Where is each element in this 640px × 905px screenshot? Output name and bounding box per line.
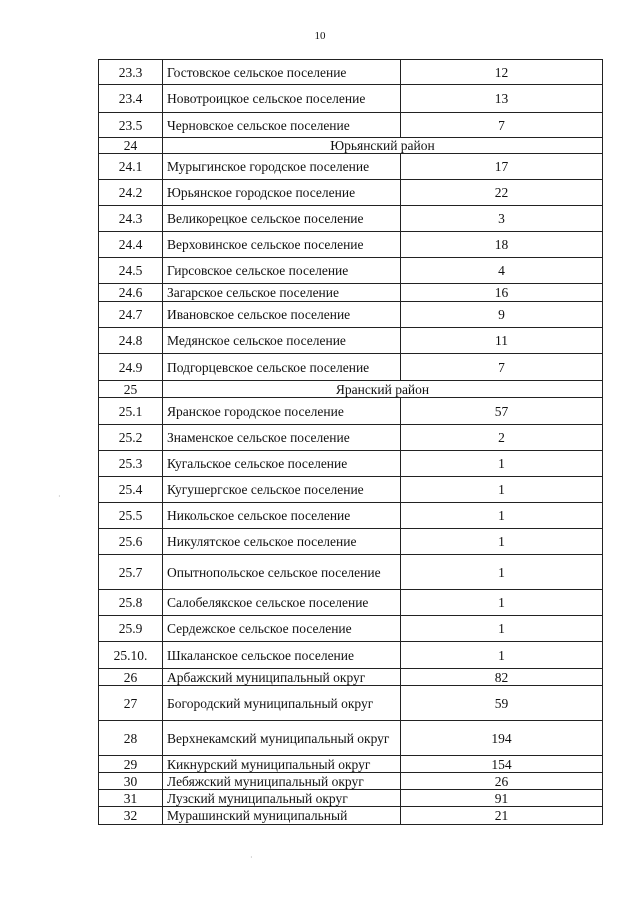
- row-number: 24.4: [99, 232, 163, 258]
- table-row: [99, 503, 603, 529]
- settlement-value: 11: [401, 328, 603, 354]
- row-number: 25.8: [99, 590, 163, 616]
- table-row: [99, 721, 603, 756]
- row-number: 25.3: [99, 451, 163, 477]
- table-row: [99, 425, 603, 451]
- table-row: [99, 477, 603, 503]
- row-number: 25: [99, 381, 163, 398]
- settlement-name: Салобелякское сельское поселение: [163, 590, 401, 616]
- settlement-value: 1: [401, 590, 603, 616]
- settlement-name: Подгорцевское сельское поселение: [163, 354, 401, 381]
- table-row: [99, 669, 603, 686]
- table-row: [99, 686, 603, 721]
- settlement-value: 1: [401, 642, 603, 669]
- table-row: [99, 328, 603, 354]
- table-row: [99, 773, 603, 790]
- settlement-name: Великорецкое сельское поселение: [163, 206, 401, 232]
- settlement-value: 7: [401, 113, 603, 138]
- table-row: [99, 302, 603, 328]
- row-number: 30: [99, 773, 163, 790]
- row-number: 25.5: [99, 503, 163, 529]
- settlement-name: Черновское сельское поселение: [163, 113, 401, 138]
- settlement-value: 82: [401, 669, 603, 686]
- district-heading: Яранский район: [163, 381, 603, 398]
- table-row: [99, 232, 603, 258]
- settlement-value: 57: [401, 398, 603, 425]
- row-number: 31: [99, 790, 163, 807]
- row-number: 24.7: [99, 302, 163, 328]
- settlement-name: Никулятское сельское поселение: [163, 529, 401, 555]
- settlement-value: 1: [401, 616, 603, 642]
- settlement-name: Лузский муниципальный округ: [163, 790, 401, 807]
- table-row: [99, 206, 603, 232]
- table-row: [99, 258, 603, 284]
- settlement-name: Кугальское сельское поселение: [163, 451, 401, 477]
- row-number: 24.3: [99, 206, 163, 232]
- settlement-value: 154: [401, 756, 603, 773]
- row-number: 23.4: [99, 85, 163, 113]
- table-row: [99, 284, 603, 302]
- settlement-name: Медянское сельское поселение: [163, 328, 401, 354]
- settlement-name: Новотроицкое сельское поселение: [163, 85, 401, 113]
- row-number: 25.9: [99, 616, 163, 642]
- settlement-value: 21: [401, 807, 603, 825]
- settlement-name: Загарское сельское поселение: [163, 284, 401, 302]
- table-row: [99, 451, 603, 477]
- settlement-value: 22: [401, 180, 603, 206]
- row-number: 25.7: [99, 555, 163, 590]
- settlement-value: 1: [401, 477, 603, 503]
- row-number: 24.6: [99, 284, 163, 302]
- district-heading: Юрьянский район: [163, 138, 603, 154]
- settlement-name: Шкаланское сельское поселение: [163, 642, 401, 669]
- table-row: [99, 113, 603, 138]
- settlement-name: Лебяжский муниципальный округ: [163, 773, 401, 790]
- settlement-name: Арбажский муниципальный округ: [163, 669, 401, 686]
- page-number: 10: [314, 30, 326, 42]
- settlement-value: 13: [401, 85, 603, 113]
- settlement-name: Гирсовское сельское поселение: [163, 258, 401, 284]
- table-row: [99, 85, 603, 113]
- settlement-name: Мурашинский муниципальный: [163, 807, 401, 825]
- settlement-name: Кикнурский муниципальный округ: [163, 756, 401, 773]
- settlement-value: 26: [401, 773, 603, 790]
- settlements-table: [98, 59, 603, 825]
- table-row: [99, 180, 603, 206]
- settlement-value: 91: [401, 790, 603, 807]
- row-number: 27: [99, 686, 163, 721]
- section-row: [99, 138, 603, 154]
- row-number: 25.1: [99, 398, 163, 425]
- row-number: 25.4: [99, 477, 163, 503]
- table-body: [99, 60, 603, 825]
- settlement-value: 59: [401, 686, 603, 721]
- settlement-name: Кугушергское сельское поселение: [163, 477, 401, 503]
- table-row: [99, 354, 603, 381]
- settlement-value: 4: [401, 258, 603, 284]
- settlement-value: 17: [401, 154, 603, 180]
- table-row: [99, 807, 603, 825]
- settlement-value: 18: [401, 232, 603, 258]
- settlement-name: Верхнекамский муниципальный округ: [163, 721, 401, 756]
- settlement-value: 12: [401, 60, 603, 85]
- settlement-name: Опытнопольское сельское поселение: [163, 555, 401, 590]
- settlement-value: 3: [401, 206, 603, 232]
- settlement-name: Знаменское сельское поселение: [163, 425, 401, 451]
- row-number: 24.5: [99, 258, 163, 284]
- row-number: 24.2: [99, 180, 163, 206]
- row-number: 24.8: [99, 328, 163, 354]
- table-row: [99, 790, 603, 807]
- settlement-name: Гостовское сельское поселение: [163, 60, 401, 85]
- scan-speck: ·: [250, 853, 253, 862]
- settlement-value: 1: [401, 451, 603, 477]
- settlement-value: 1: [401, 529, 603, 555]
- row-number: 23.5: [99, 113, 163, 138]
- settlement-name: Яранское городское поселение: [163, 398, 401, 425]
- row-number: 26: [99, 669, 163, 686]
- section-row: [99, 381, 603, 398]
- settlement-name: Мурыгинское городское поселение: [163, 154, 401, 180]
- row-number: 23.3: [99, 60, 163, 85]
- settlement-name: Богородский муниципальный округ: [163, 686, 401, 721]
- row-number: 25.6: [99, 529, 163, 555]
- table-row: [99, 555, 603, 590]
- scan-speck: ·: [58, 492, 61, 501]
- table-row: [99, 590, 603, 616]
- row-number: 24.9: [99, 354, 163, 381]
- settlement-value: 1: [401, 555, 603, 590]
- settlement-name: Сердежское сельское поселение: [163, 616, 401, 642]
- settlement-value: 194: [401, 721, 603, 756]
- settlement-name: Юрьянское городское поселение: [163, 180, 401, 206]
- table-row: [99, 756, 603, 773]
- table-row: [99, 529, 603, 555]
- settlement-value: 16: [401, 284, 603, 302]
- table-row: [99, 642, 603, 669]
- row-number: 25.2: [99, 425, 163, 451]
- table-row: [99, 616, 603, 642]
- table-row: [99, 154, 603, 180]
- settlement-value: 9: [401, 302, 603, 328]
- table-row: [99, 60, 603, 85]
- row-number: 28: [99, 721, 163, 756]
- settlement-name: Никольское сельское поселение: [163, 503, 401, 529]
- row-number: 32: [99, 807, 163, 825]
- table-row: [99, 398, 603, 425]
- row-number: 29: [99, 756, 163, 773]
- settlement-value: 2: [401, 425, 603, 451]
- row-number: 24.1: [99, 154, 163, 180]
- row-number: 25.10.: [99, 642, 163, 669]
- settlement-name: Верховинское сельское поселение: [163, 232, 401, 258]
- settlement-name: Ивановское сельское поселение: [163, 302, 401, 328]
- row-number: 24: [99, 138, 163, 154]
- settlement-value: 7: [401, 354, 603, 381]
- settlement-value: 1: [401, 503, 603, 529]
